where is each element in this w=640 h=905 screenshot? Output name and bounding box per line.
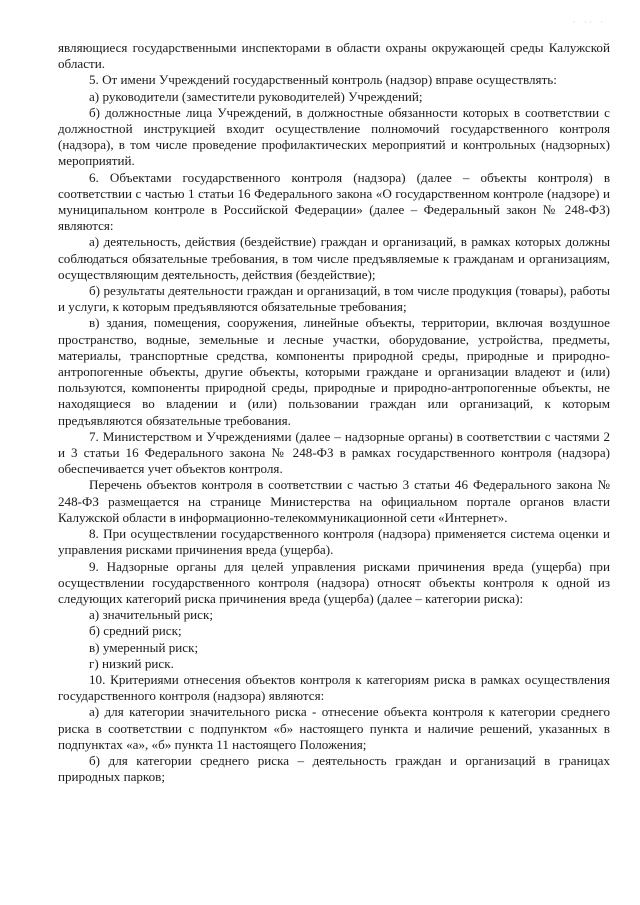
paragraph-item-5: 5. От имени Учреждений государственный контроль (надзор) вправе осуществлять: <box>89 72 557 88</box>
paragraph-item-6a: а) деятельность, действия (бездействие) граждан и организаций, в рамках которых должны соблюдаться обязательные требования, в том числе предъявляемые к гражданам и организациям, осуществляющим деятельность, действия (бездействие); <box>58 234 610 282</box>
paragraph-item-9: 9. Надзорные органы для целей управления рисками причинения вреда (ущерба) при осуществлении государственного контроля (надзора) относят объекты контроля к одной из следующих категорий риска причинения вреда (ущерба) (далее – категории риска): <box>58 558 610 606</box>
document-page <box>58 40 610 785</box>
paragraph-item-6b: б) результаты деятельности граждан и организаций, в том числе продукция (товары), работы и услуги, к которым предъявляются обязательные требования; <box>58 283 610 315</box>
paragraph-risk-g: г) низкий риск. <box>89 655 174 671</box>
paragraph-item-5a: а) руководители (заместители руководителей) Учреждений; <box>89 88 423 104</box>
paragraph-item-5b: б) должностные лица Учреждений, в должностные обязанности которых в соответствии с должностной инструкцией входит осуществление полномочий государственного контроля (надзора), в том числе проведение профилактических мероприятий и контрольных (надзорных) мероприятий. <box>58 104 610 169</box>
paragraph-item-10a: а) для категории значительного риска - отнесение объекта контроля к категории среднего риска в соответствии с подпунктом «б» настоящего пункта и наличие решений, указанных в подпунктах «а», «б» пункта 11 настоящего Положения; <box>58 704 610 752</box>
paragraph-item-10: 10. Критериями отнесения объектов контроля к категориям риска в рамках осуществления государственного контроля (надзора) являются: <box>58 671 610 704</box>
paragraph-object-list: Перечень объектов контроля в соответствии с частью 3 статьи 46 Федерального закона № 248-ФЗ размещается на странице Министерства на официальном портале органов власти Калужской области в информационно-телекоммуникационной сети «Интернет». <box>58 477 610 525</box>
scan-mark: · ·· · <box>572 18 606 27</box>
paragraph-risk-v: в) умеренный риск; <box>89 639 199 655</box>
paragraph-risk-a: а) значительный риск; <box>89 607 213 623</box>
paragraph-continuation: являющиеся государственными инспекторами в области охраны окружающей среды Калужской области. <box>58 40 610 72</box>
paragraph-item-10b: б) для категории среднего риска – деятельность граждан и организаций в границах природных парков; <box>58 752 610 785</box>
paragraph-item-8: 8. При осуществлении государственного контроля (надзора) применяется система оценки и управления рисками причинения вреда (ущерба). <box>58 526 610 558</box>
paragraph-item-7: 7. Министерством и Учреждениями (далее – надзорные органы) в соответствии с частями 2 и 3 статьи 16 Федерального закона № 248-ФЗ в рамках государственного контроля (надзора) обеспечивается учет объектов контроля. <box>58 428 610 477</box>
paragraph-item-6: 6. Объектами государственного контроля (надзора) (далее – объекты контроля) в соответствии с частью 1 статьи 16 Федерального закона «О государственном контроле (надзоре) и муниципальном контроле в Российской Федерации» (далее – Федеральный закон № 248-ФЗ) являются: <box>58 169 610 234</box>
paragraph-item-6v: в) здания, помещения, сооружения, линейные объекты, территории, включая воздушное пространство, водные, земельные и лесные участки, оборудование, устройства, предметы, материалы, транспортные средства, компоненты природной среды, природные и природно-антропогенные объекты, другие объекты, которыми граждане и организации владеют и (или) пользуются, компоненты природной среды, природные и природно-антропогенные объекты, не находящиеся во владении и (или) пользовании граждан или организаций, к которым предъявляются обязательные требования. <box>58 315 610 428</box>
paragraph-risk-b: б) средний риск; <box>89 623 182 639</box>
